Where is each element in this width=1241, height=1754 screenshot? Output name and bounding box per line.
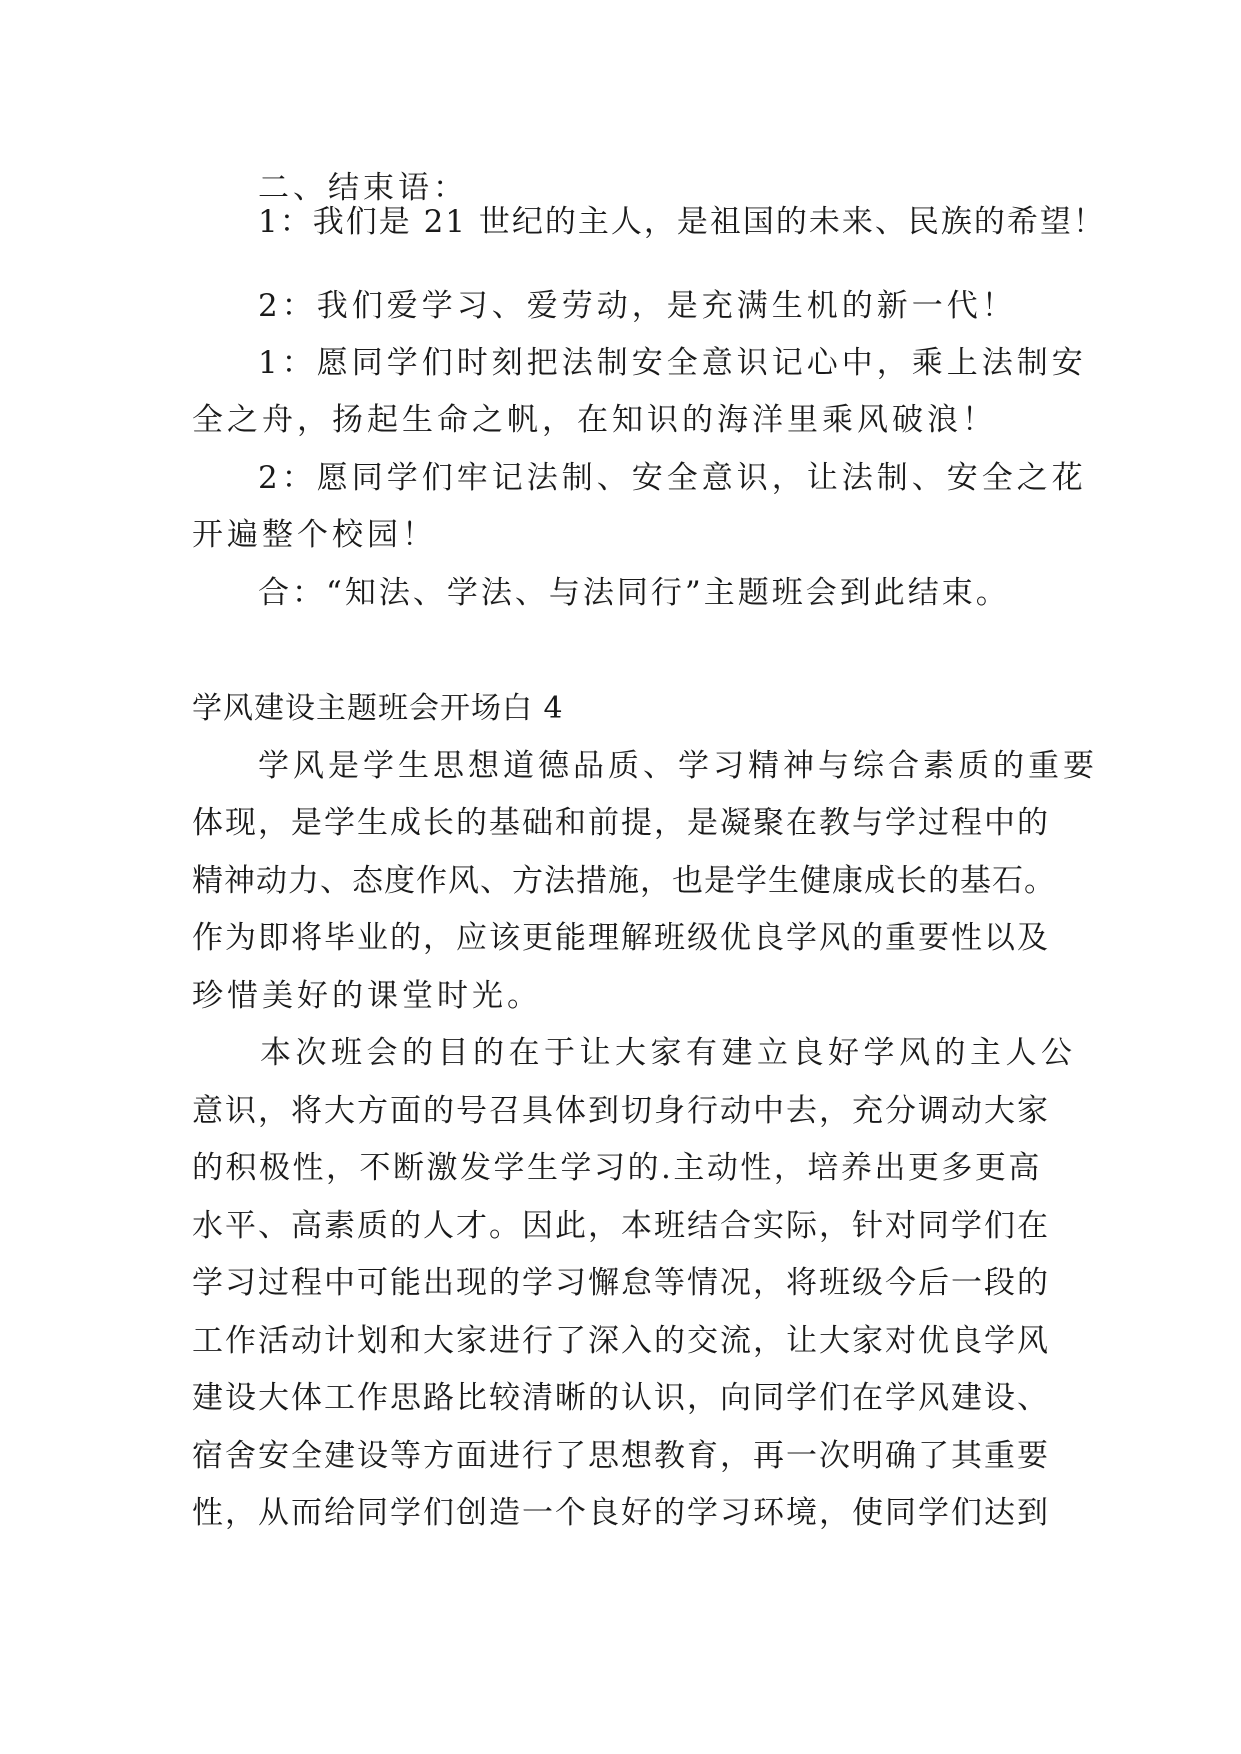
text-line: 作为即将毕业的，应该更能理解班级优良学风的重要性以及: [192, 920, 1050, 956]
text-line: 本次班会的目的在于让大家有建立良好学风的主人公: [260, 1035, 1077, 1071]
section-title: 学风建设主题班会开场白 4: [192, 691, 564, 726]
text-line: 1：愿同学们时刻把法制安全意识记心中，乘上法制安: [258, 345, 1087, 381]
text-line: 建设大体工作思路比较清晰的认识，向同学们在学风建设、: [192, 1380, 1050, 1416]
text-line: 合：“知法、学法、与法同行”主题班会到此结束。: [258, 575, 1010, 611]
text-line: 的积极性，不断激发学生学习的.主动性，培养出更多更高: [192, 1150, 1042, 1186]
text-line: 意识，将大方面的号召具体到切身行动中去，充分调动大家: [192, 1093, 1050, 1129]
text-line: 精神动力、态度作风、方法措施，也是学生健康成长的基石。: [192, 863, 1056, 899]
text-line: 2：愿同学们牢记法制、安全意识，让法制、安全之花: [258, 460, 1087, 496]
text-line: 学风是学生思想道德品质、学习精神与综合素质的重要: [258, 748, 1098, 784]
text-line: 1：我们是 21 世纪的主人，是祖国的未来、民族的希望！: [258, 204, 1106, 240]
text-line: 2：我们爱学习、爱劳动，是充满生机的新一代！: [258, 288, 1017, 324]
text-line: 宿舍安全建设等方面进行了思想教育，再一次明确了其重要: [192, 1438, 1050, 1474]
text-line: 珍惜美好的课堂时光。: [192, 978, 542, 1014]
section-heading: 二、结束语：: [258, 170, 468, 206]
text-line: 学习过程中可能出现的学习懈怠等情况，将班级今后一段的: [192, 1265, 1050, 1301]
text-line: 水平、高素质的人才。因此，本班结合实际，针对同学们在: [192, 1208, 1050, 1244]
text-line: 全之舟，扬起生命之帆，在知识的海洋里乘风破浪！: [192, 402, 997, 438]
text-line: 工作活动计划和大家进行了深入的交流，让大家对优良学风: [192, 1323, 1050, 1359]
text-line: 体现，是学生成长的基础和前提，是凝聚在教与学过程中的: [192, 805, 1050, 841]
text-line: 性，从而给同学们创造一个良好的学习环境，使同学们达到: [192, 1495, 1050, 1531]
text-line: 开遍整个校园！: [192, 517, 437, 553]
